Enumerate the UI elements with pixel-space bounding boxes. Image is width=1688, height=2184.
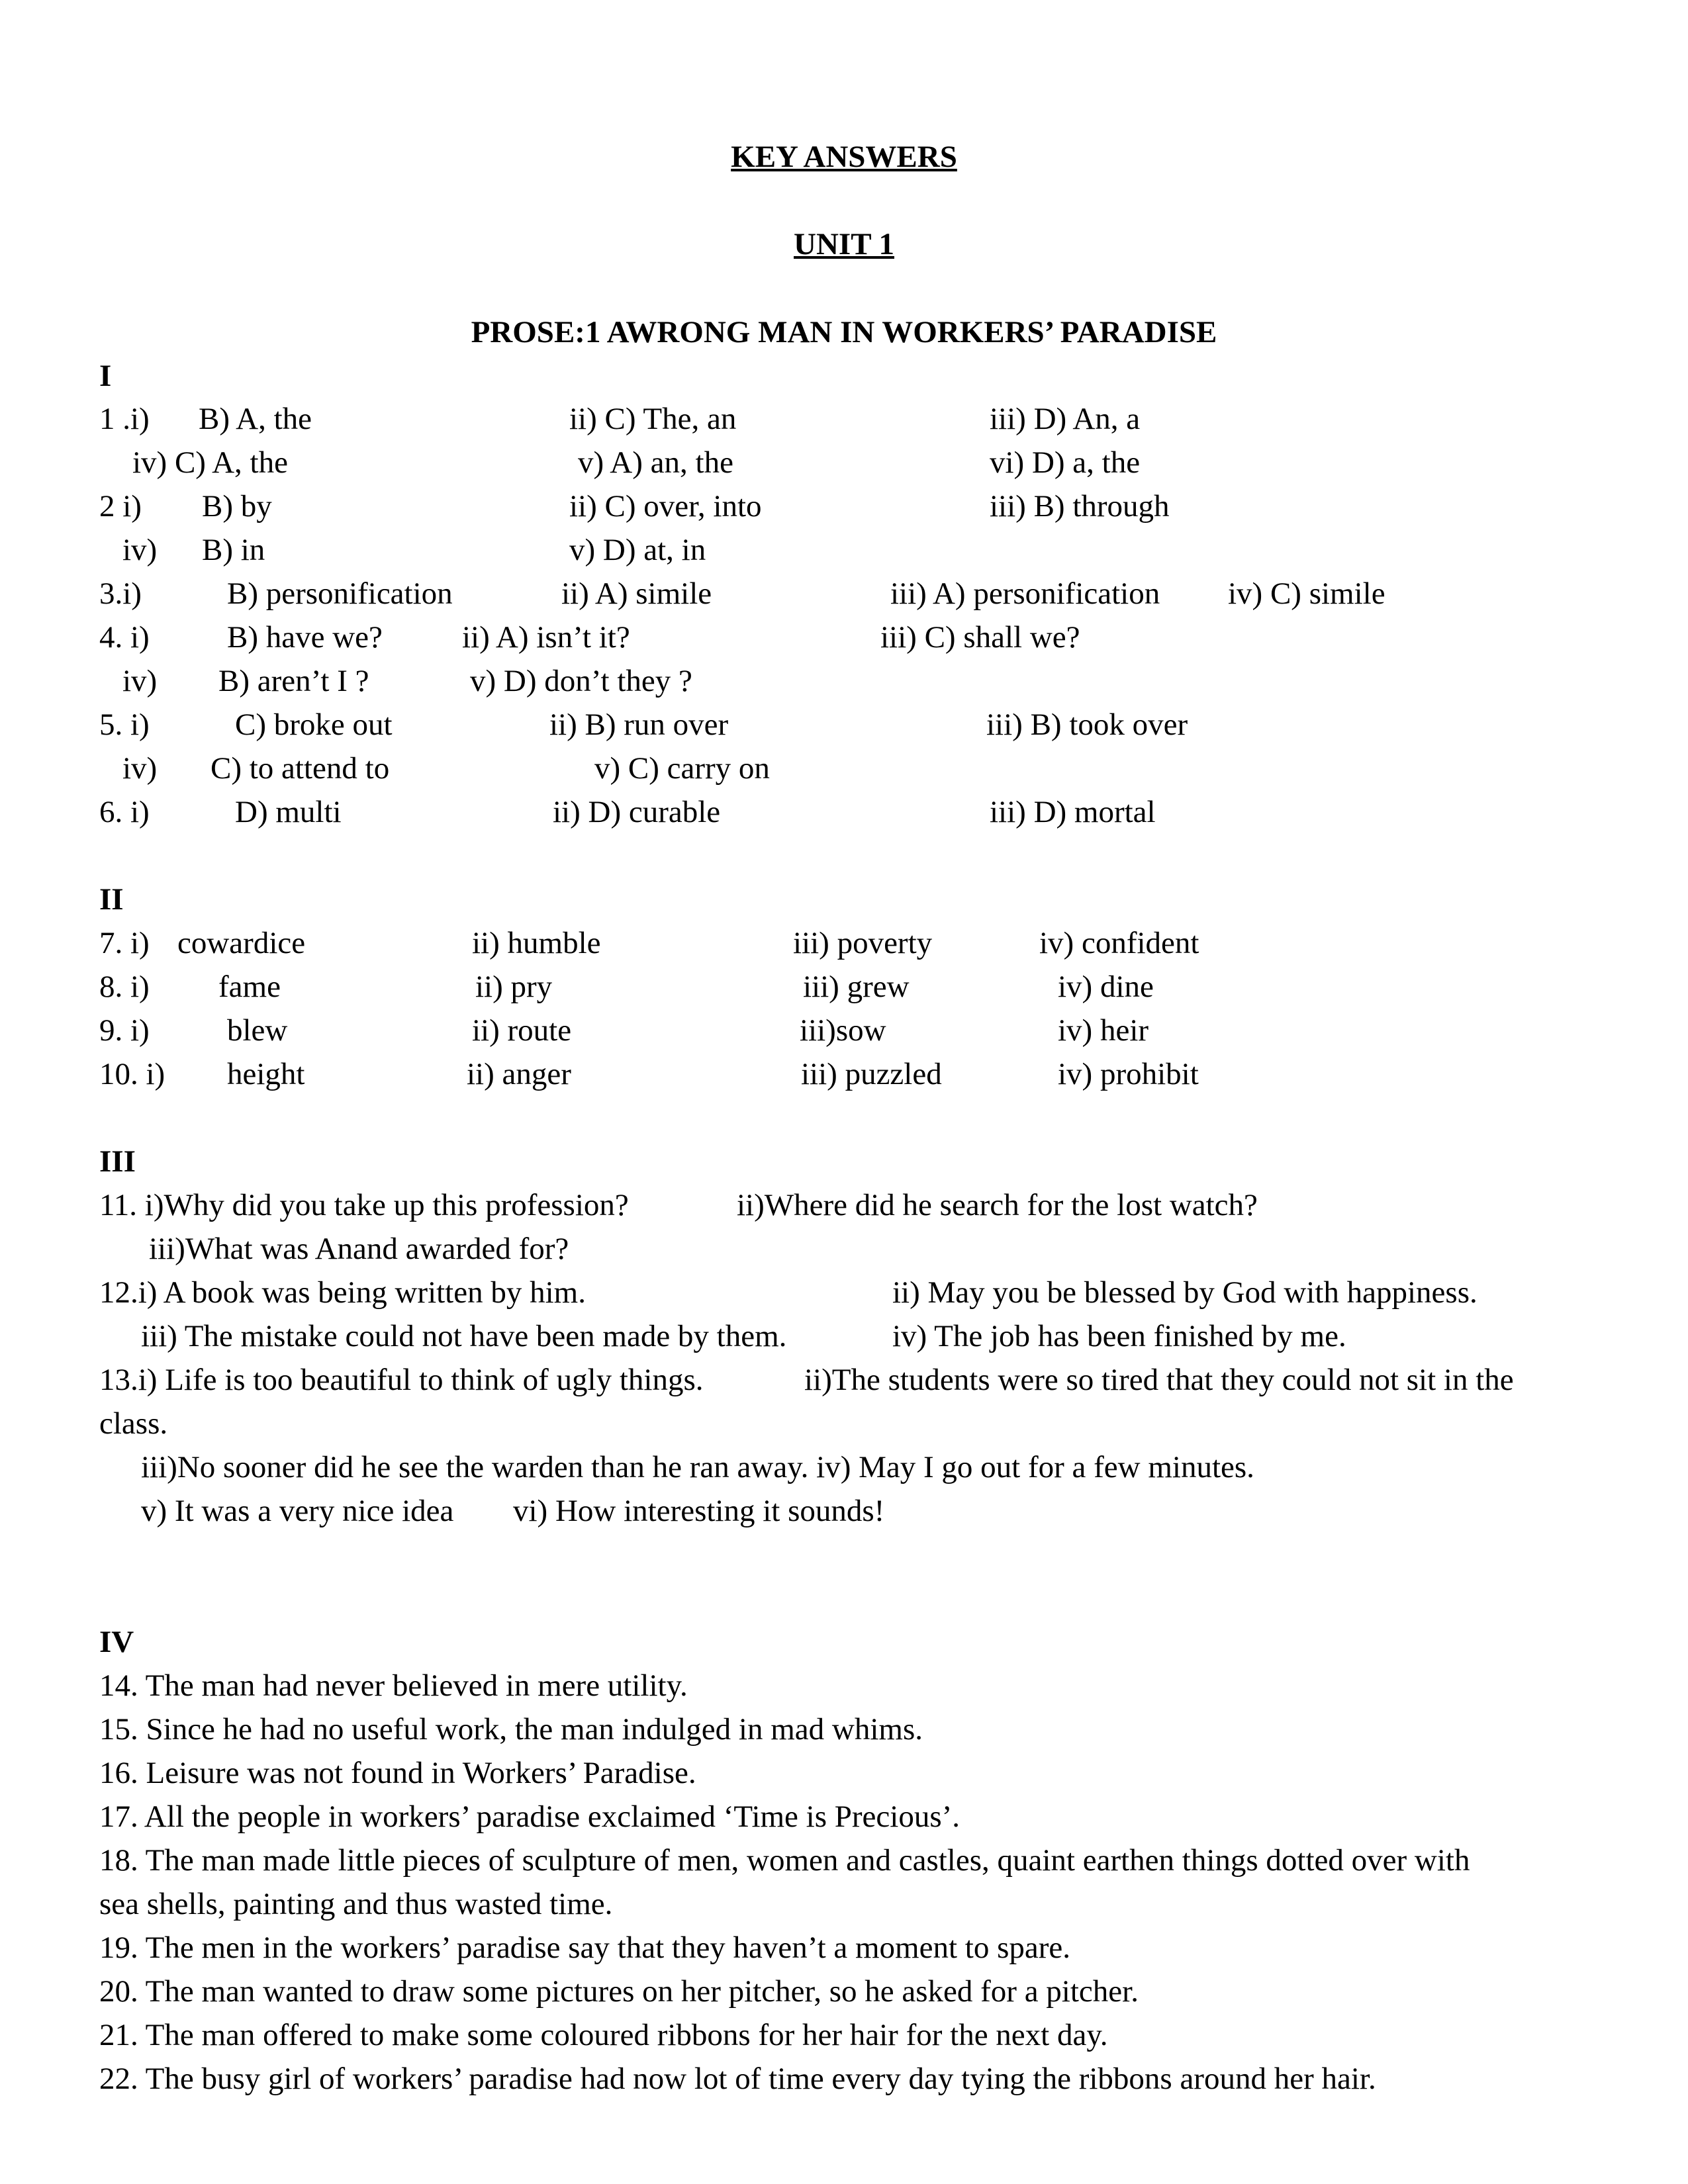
q10-answer-1: height	[227, 1057, 305, 1091]
q9-number: 9. i)	[99, 1013, 150, 1048]
q12-answer-3: iii) The mistake could not have been made by them.	[141, 1319, 787, 1353]
q8-answer-4: iv) dine	[1058, 970, 1154, 1004]
q13-answer-4: v) It was a very nice idea	[141, 1494, 454, 1528]
q6-answer-2: ii) D) curable	[553, 795, 721, 829]
q10-answer-4: iv) prohibit	[1058, 1057, 1199, 1091]
q10-answer-2: ii) anger	[467, 1057, 571, 1091]
q11-answer-3: iii)What was Anand awarded for?	[149, 1232, 569, 1266]
q6-number: 6. i)	[99, 795, 150, 829]
unit-title: UNIT 1	[794, 227, 894, 261]
q8-number: 8. i)	[99, 970, 150, 1004]
q7-answer-1: cowardice	[177, 926, 306, 960]
q5-answer-4: C) to attend to	[211, 751, 390, 786]
q1-answer-1: B) A, the	[199, 402, 312, 436]
q6-answer-3: iii) D) mortal	[990, 795, 1156, 829]
q2-answer-5: v) D) at, in	[569, 533, 706, 567]
q8-answer-2: ii) pry	[475, 970, 553, 1004]
q3-answer-2: ii) A) simile	[561, 576, 712, 611]
q13-answer-2-cont: class.	[99, 1406, 168, 1441]
q7-answer-3: iii) poverty	[793, 926, 933, 960]
q21-answer: 21. The man offered to make some coloured ribbons for her hair for the next day.	[99, 2018, 1108, 2052]
q5-number: 5. i)	[99, 707, 150, 742]
q16-answer: 16. Leisure was not found in Workers’ Paradise.	[99, 1756, 696, 1790]
q2-answer-3: iii) B) through	[990, 489, 1170, 523]
q7-number: 7. i)	[99, 926, 150, 960]
q20-answer: 20. The man wanted to draw some pictures on her pitcher, so he asked for a pitcher.	[99, 1974, 1139, 2009]
q4-answer-4-label: iv)	[122, 664, 158, 698]
q7-answer-4: iv) confident	[1039, 926, 1199, 960]
q19-answer: 19. The men in the workers’ paradise say that they haven’t a moment to spare.	[99, 1931, 1071, 1965]
q5-answer-3: iii) B) took over	[986, 707, 1188, 742]
q9-answer-2: ii) route	[472, 1013, 572, 1048]
q1-answer-6: vi) D) a, the	[990, 445, 1141, 480]
q8-answer-3: iii) grew	[803, 970, 910, 1004]
q4-answer-4: B) aren’t I ?	[218, 664, 369, 698]
q5-answer-5: v) C) carry on	[594, 751, 770, 786]
q1-answer-4: iv) C) A, the	[132, 445, 288, 480]
q2-answer-4-label: iv)	[122, 533, 158, 567]
q13-answer-5: vi) How interesting it sounds!	[513, 1494, 885, 1528]
q12-answer-1: 12.i) A book was being written by him.	[99, 1275, 586, 1310]
q9-answer-4: iv) heir	[1058, 1013, 1149, 1048]
q9-answer-1: blew	[227, 1013, 288, 1048]
q1-answer-2: ii) C) The, an	[569, 402, 737, 436]
q13-answer-3: iii)No sooner did he see the warden than he ran away. iv) May I go out for a few minutes.	[141, 1450, 1254, 1484]
q1-answer-3: iii) D) An, a	[990, 402, 1141, 436]
q2-answer-1: B) by	[202, 489, 272, 523]
q10-number: 10. i)	[99, 1057, 165, 1091]
q5-answer-2: ii) B) run over	[549, 707, 729, 742]
section-heading-1: I	[99, 359, 112, 393]
section-heading-4: IV	[99, 1625, 134, 1659]
q1-number: 1 .i)	[99, 402, 150, 436]
q11-answer-2: ii)Where did he search for the lost watch?	[737, 1188, 1258, 1222]
page-title: KEY ANSWERS	[731, 140, 957, 174]
q15-answer: 15. Since he had no useful work, the man indulged in mad whims.	[99, 1712, 923, 1747]
q18-answer-line-2: sea shells, painting and thus wasted time.	[99, 1887, 613, 1921]
q3-answer-4: iv) C) simile	[1228, 576, 1385, 611]
q4-number: 4. i)	[99, 620, 150, 655]
q11-answer-1: 11. i)Why did you take up this profession?	[99, 1188, 629, 1222]
q3-answer-3: iii) A) personification	[890, 576, 1160, 611]
q8-answer-1: fame	[218, 970, 281, 1004]
q13-answer-1: 13.i) Life is too beautiful to think of ugly things.	[99, 1363, 704, 1397]
q4-answer-1: B) have we?	[227, 620, 383, 655]
q22-answer: 22. The busy girl of workers’ paradise had now lot of time every day tying the ribbons around her hair.	[99, 2062, 1376, 2096]
q6-answer-1: D) multi	[235, 795, 342, 829]
section-heading-3: III	[99, 1144, 136, 1179]
q5-answer-4-label: iv)	[122, 751, 158, 786]
q3-answer-1: B) personification	[227, 576, 453, 611]
q2-number: 2 i)	[99, 489, 142, 523]
q4-answer-3: iii) C) shall we?	[880, 620, 1080, 655]
q13-answer-2: ii)The students were so tired that they could not sit in the	[804, 1363, 1514, 1397]
q3-number: 3.i)	[99, 576, 142, 611]
q10-answer-3: iii) puzzled	[801, 1057, 942, 1091]
q7-answer-2: ii) humble	[472, 926, 601, 960]
q5-answer-1: C) broke out	[235, 707, 393, 742]
prose-title: PROSE:1 AWRONG MAN IN WORKERS’ PARADISE	[471, 315, 1217, 349]
section-heading-2: II	[99, 882, 124, 917]
q17-answer: 17. All the people in workers’ paradise exclaimed ‘Time is Precious’.	[99, 1799, 961, 1834]
q2-answer-4: B) in	[202, 533, 265, 567]
q12-answer-4: iv) The job has been finished by me.	[892, 1319, 1346, 1353]
q14-answer: 14. The man had never believed in mere utility.	[99, 1668, 688, 1703]
q1-answer-5: v) A) an, the	[578, 445, 733, 480]
q4-answer-5: v) D) don’t they ?	[470, 664, 692, 698]
q2-answer-2: ii) C) over, into	[569, 489, 762, 523]
q12-answer-2: ii) May you be blessed by God with happiness.	[892, 1275, 1477, 1310]
q9-answer-3: iii)sow	[800, 1013, 886, 1048]
q4-answer-2: ii) A) isn’t it?	[462, 620, 630, 655]
q18-answer-line-1: 18. The man made little pieces of sculpture of men, women and castles, quaint earthen things dotted over with	[99, 1843, 1470, 1878]
